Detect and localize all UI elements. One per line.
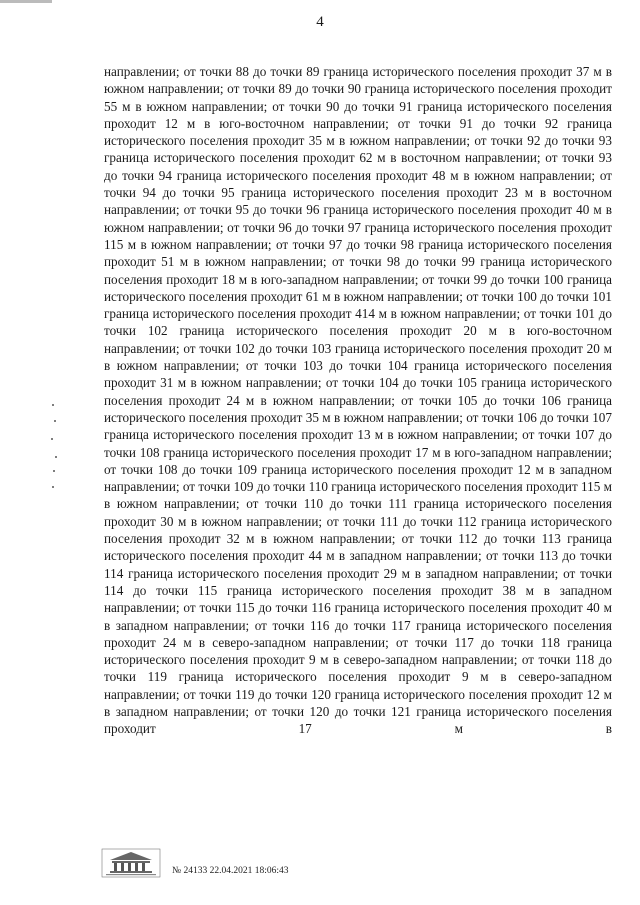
body-paragraph: направлении; от точки 88 до точки 89 граница исторического поселения проходит 37 м в южном направлении; от точки 89 до точки 90 граница исторического поселения проходит 55 м в южном направлении; от точки 90 до точки 91 граница исторического поселения проходит 12 м в юго-восточном направлении; от точки 91 до точки 92 граница исторического поселения проходит 35 м в южном направлении; от точки 92 до точки 93 граница исторического поселения проходит 62 м в восточном направлении; от точки 93 до точки 94 граница исторического поселения проходит 48 м в южном направлении; от точки 94 до точки 95 граница исторического поселения проходит 23 м в восточном направлении; от точки 95 до точки 96 граница исторического поселения проходит 40 м в южном направлении; от точки 96 до точки 97 граница исторического поселения проходит 115 м в южном направлении; от точки 97 до точки 98 граница исторического поселения проходит 51 м в южном направлении; от точки 98 до точки 99 граница исторического поселения проходит 18 м в юго-западном направлении; от точки 99 до точки 100 граница исторического поселения проходит 61 м в южном направлении; от точки 100 до точки 101 граница исторического поселения проходит 414 м в южном направлении; от точки 101 до точки 102 граница исторического поселения проходит 20 м в юго-восточном направлении; от точки 102 до точки 103 граница исторического поселения проходит 20 м в южном направлении; от точки 103 до точки 104 граница исторического поселения проходит 31 м в южном направлении; от точки 104 до точки 105 граница исторического поселения проходит 24 м в южном направлении; от точки 105 до точки 106 граница исторического поселения проходит 35 м в южном направлении; от точки 106 до точки 107 граница исторического поселения проходит 13 м в южном направлении; от точки 107 до точки 108 граница исторического поселения проходит 17 м в юго-западном направлении; от точки 108 до точки 109 граница исторического поселения проходит 12 м в западном направлении; от точки 109 до точки 110 граница исторического поселения проходит 115 м в южном направлении; от точки 110 до точки 111 граница исторического поселения проходит 30 м в южном направлении; от точки 111 до точки 112 граница исторического поселения проходит 32 м в южном направлении; от точки 112 до точки 113 граница исторического поселения проходит 44 м в западном направлении; от точки 113 до точки 114 граница исторического поселения проходит 29 м в западном направлении; от точки 114 до точки 115 граница исторического поселения проходит 38 м в западном направлении; от точки 115 до точки 116 граница исторического поселения проходит 40 м в западном направлении; от точки 116 до точки 117 граница исторического поселения проходит 24 м в северо-западном направлении; от точки 117 до точки 118 граница исторического поселения проходит 9 м в северо-западном направлении; от точки 118 до точки 119 граница исторического поселения проходит 9 м в северо-западном направлении; от точки 119 до точки 120 граница исторического поселения проходит 12 м в западном направлении; от точки 120 до точки 121 граница исторического поселения проходит 17 м в [104, 64, 612, 737]
footer [100, 848, 520, 878]
scan-edge-mark [0, 0, 52, 3]
registration-stamp: № 24133 22.04.2021 18:06:43 [172, 866, 289, 876]
document-body [104, 63, 612, 738]
government-building-stamp-icon [100, 848, 162, 878]
page-number: 4 [316, 14, 324, 30]
